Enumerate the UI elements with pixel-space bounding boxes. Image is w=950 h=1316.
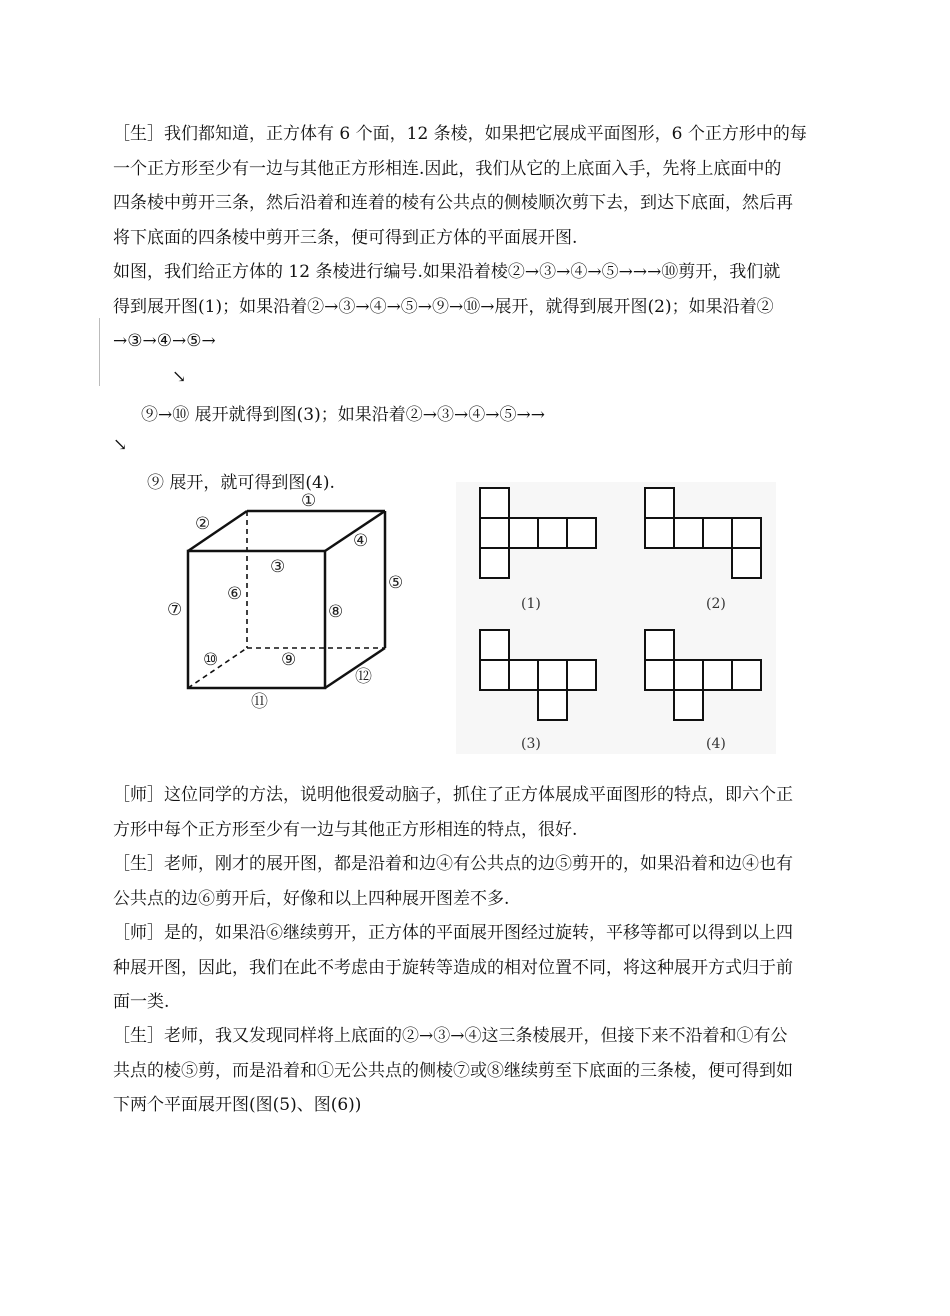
text-line: ［生］老师，我又发现同样将上底面的②→③→④这三条棱展开，但接下来不沿着和①有公 bbox=[113, 1026, 788, 1046]
text-line: ［师］这位同学的方法，说明他很爱动脑子，抓住了正方体展成平面图形的特点，即六个正 bbox=[113, 785, 793, 805]
text-line: 得到展开图(1)；如果沿着②→③→④→⑤→⑨→⑩→展开，就得到展开图(2)；如果沿着② bbox=[113, 296, 774, 317]
paragraph-teacher-2 bbox=[113, 916, 841, 1020]
paragraph-teacher-1 bbox=[113, 778, 841, 847]
text-line: 将下底面的四条棱中剪开三条，便可得到正方体的平面展开图. bbox=[113, 227, 578, 248]
text-line: 一个正方形至少有一边与其他正方形相连.因此，我们从它的上底面入手，先将上底面中的 bbox=[113, 158, 782, 179]
paragraph-student-2 bbox=[113, 847, 841, 916]
margin-bar bbox=[99, 318, 100, 386]
edge-label-1: ① bbox=[301, 491, 317, 511]
edge-label-2: ② bbox=[195, 514, 211, 534]
net-caption-2: (2) bbox=[706, 596, 726, 612]
paragraph-student-1 bbox=[113, 117, 841, 255]
text-line-fig4: ⑨ 展开，就可得到图(4). bbox=[147, 473, 335, 493]
edge-label-8: ⑧ bbox=[328, 602, 344, 622]
edge-label-6: ⑥ bbox=[227, 584, 243, 604]
arrow-down-right: ↘ bbox=[113, 435, 128, 455]
text-line: 面一类. bbox=[113, 992, 170, 1012]
paragraph-student-3 bbox=[113, 1019, 841, 1123]
arrow-down-right: ↘ bbox=[172, 367, 187, 387]
edge-label-4: ④ bbox=[353, 531, 369, 551]
edge-label-11: ⑪ bbox=[251, 692, 268, 712]
text-line: 共点的棱⑤剪，而是沿着和①无公共点的侧棱⑦或⑧继续剪至下底面的三条棱，便可得到如 bbox=[113, 1060, 793, 1081]
paragraph-edge-numbering bbox=[113, 255, 841, 359]
cube-nets-figure bbox=[456, 482, 776, 754]
edge-label-5: ⑤ bbox=[388, 573, 404, 593]
cube-figure bbox=[155, 488, 420, 713]
edge-label-3: ③ bbox=[270, 557, 286, 577]
edge-label-10: ⑩ bbox=[203, 650, 219, 670]
text-line: ［生］我们都知道，正方体有 6 个面，12 条棱，如果把它展成平面图形，6 个正方形中的每 bbox=[113, 124, 807, 144]
text-line: 如图，我们给正方体的 12 条棱进行编号.如果沿着棱②→③→④→⑤→→→⑩剪开，我们就 bbox=[113, 262, 781, 282]
net-caption-1: (1) bbox=[521, 596, 541, 612]
text-line: ［生］老师，刚才的展开图，都是沿着和边④有公共点的边⑤剪开的，如果沿着和边④也有 bbox=[113, 854, 793, 874]
edge-label-9: ⑨ bbox=[281, 650, 297, 670]
text-line: →③→④→⑤→ bbox=[113, 331, 216, 351]
text-line: 下两个平面展开图(图(5)、图(6)) bbox=[113, 1095, 362, 1115]
edge-label-7: ⑦ bbox=[167, 600, 183, 620]
text-line: 种展开图，因此，我们在此不考虑由于旋转等造成的相对位置不同，将这种展开方式归于前 bbox=[113, 957, 793, 978]
text-line: 方形中每个正方形至少有一边与其他正方形相连的特点，很好. bbox=[113, 819, 578, 840]
text-line: ［师］是的，如果沿⑥继续剪开，正方体的平面展开图经过旋转，平移等都可以得到以上四 bbox=[113, 923, 793, 943]
text-line: 四条棱中剪开三条，然后沿着和连着的棱有公共点的侧棱顺次剪下去，到达下底面，然后再 bbox=[113, 193, 793, 213]
net-caption-3: (3) bbox=[521, 736, 541, 752]
net-caption-4: (4) bbox=[706, 736, 726, 752]
text-line-fig3: ⑨→⑩ 展开就得到图(3)；如果沿着②→③→④→⑤→→ bbox=[141, 405, 545, 425]
text-line: 公共点的边⑥剪开后，好像和以上四种展开图差不多. bbox=[113, 888, 510, 909]
edge-label-12: ⑫ bbox=[355, 667, 372, 687]
